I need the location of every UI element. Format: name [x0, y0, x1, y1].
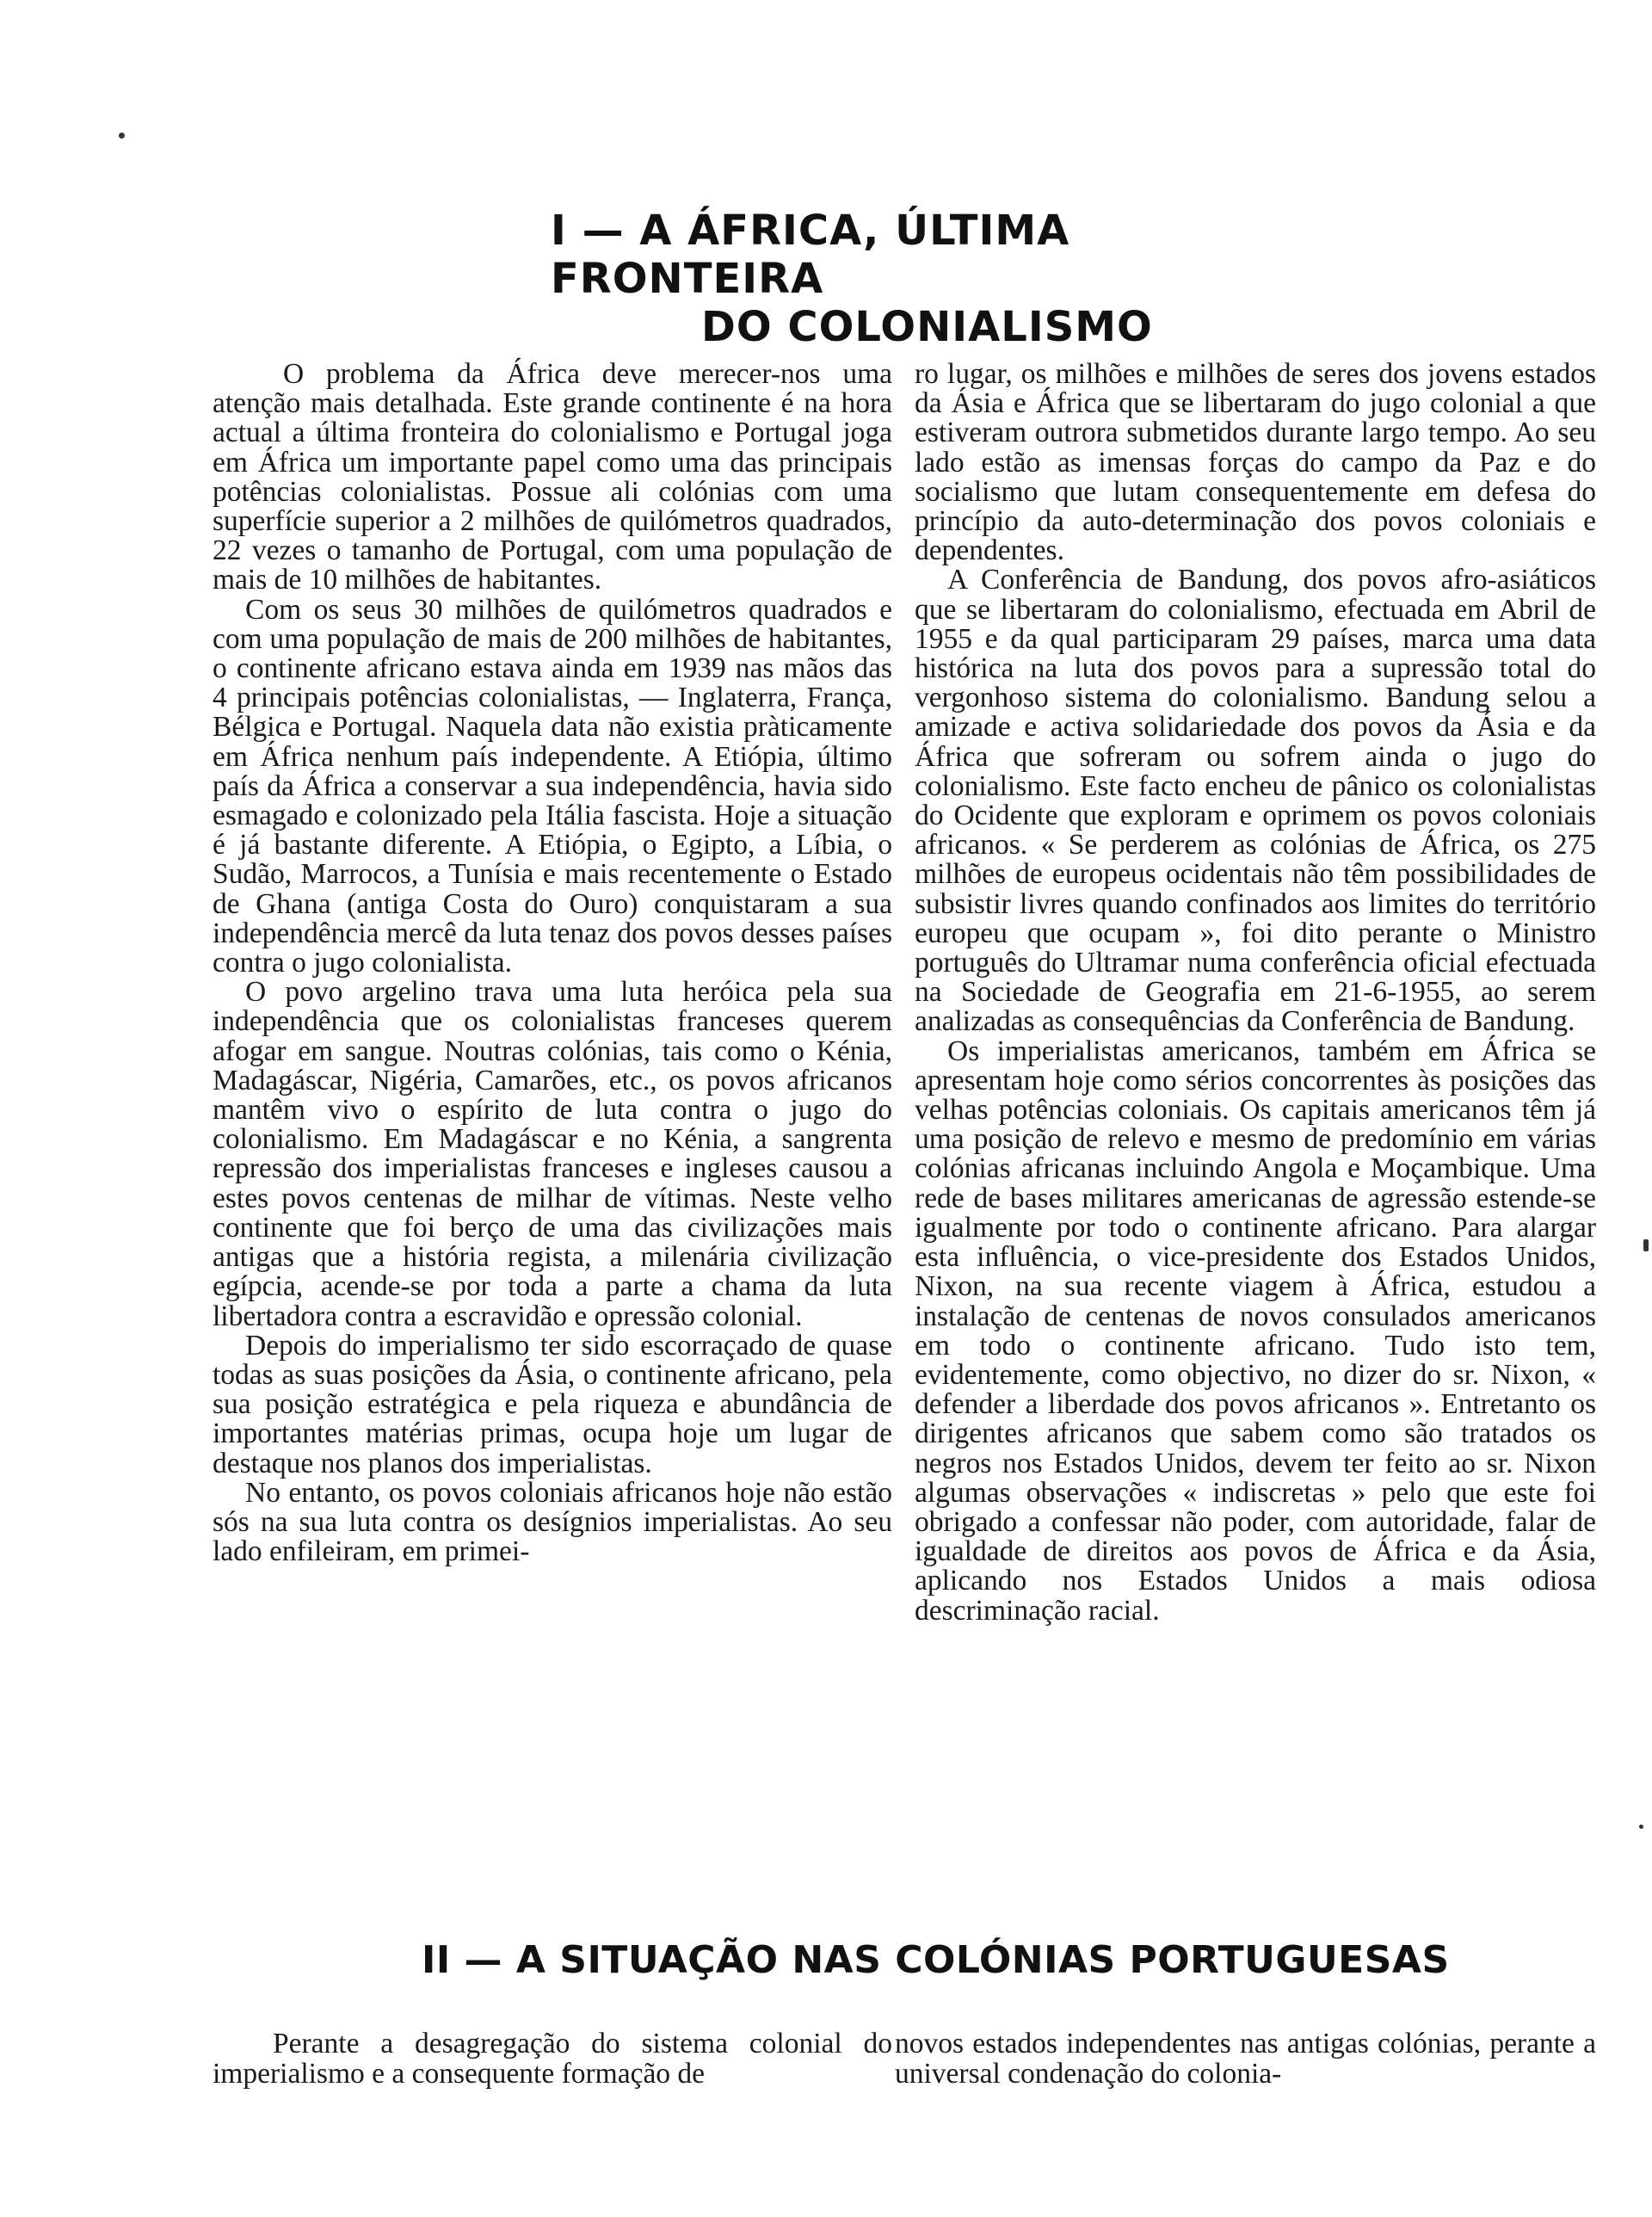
scan-speck [119, 133, 125, 139]
section-2-right-column [895, 2029, 1596, 2089]
paragraph: Depois do imperialismo ter sido escorraçado de quase todas as suas posições da Ásia, o continente africano, pela sua posição estratégica e pela riqueza e abundância de importantes matérias primas, ocupa hoje um lugar de destaque nos planos dos imperialistas. [213, 1329, 892, 1479]
paragraph: O povo argelino trava uma luta heróica pela sua independência que os colonialistas franceses querem afogar em sangue. Noutras colónias, tais como o Kénia, Madagáscar, Nigéria, Camarões, etc., os povos africanos mantêm vivo o espírito de luta contra o jugo do colonialismo. Em Madagáscar e no Kénia, a sangrenta repressão dos imperialistas franceses e ingleses causou a estes povos centenas de milhar de vítimas. Neste velho continente que foi berço de uma das civilizações mais antigas que a história regista, a milenária civilização egípcia, acende-se por toda a parte a chama da luta libertadora contra a escravidão e opressão colonial. [213, 976, 892, 1332]
section-2-left-column [213, 2029, 892, 2089]
scan-speck [1639, 1825, 1643, 1829]
paragraph: novos estados independentes nas antigas colónias, perante a universal condenação do colonia- [895, 2028, 1596, 2090]
paragraph: O problema da África deve merecer-nos uma atenção mais detalhada. Este grande continente é na hora actual a última fronteira do colonialismo e Portugal joga em África um importante papel como uma das principais potências colonialistas. Possue ali colónias com uma superfície superior a 2 milhões de quilómetros quadrados, 22 vezes o tamanho de Portugal, com uma população de mais de 10 milhões de habitantes. [213, 358, 892, 596]
paragraph: ro lugar, os milhões e milhões de seres dos jovens estados da Ásia e África que se libertaram do jugo colonial a que estiveram outrora submetidos durante largo tempo. Ao seu lado estão as imensas forças do campo da Paz e do socialismo que lutam consequentemente em defesa do princípio da auto-determinação dos povos coloniais e dependentes. [915, 358, 1596, 567]
scan-speck [1643, 1239, 1649, 1251]
paragraph: Os imperialistas americanos, também em África se apresentam hoje como sérios concorrentes às posições das velhas potências coloniais. Os capitais americanos têm já uma posição de relevo e mesmo de predomínio em várias colónias africanas incluindo Angola e Moçambique. Uma rede de bases militares americanas de agressão estende-se igualmente por todo o continente africano. Para alargar esta influência, o vice-presidente dos Estados Unidos, Nixon, na sua recente viagem à África, estudou a instalação de centenas de novos consulados americanos em todo o continente africano. Tudo isto tem, evidentemente, como objectivo, no dizer do sr. Nixon, « defender a liberdade dos povos africanos ». Entretanto os dirigentes africanos que sabem como são tratados os negros nos Estados Unidos, devem ter feito ao sr. Nixon algumas observações « indiscretas » pelo que este foi obrigado a confessar não poder, com autoridade, falar de igualdade de direitos aos povos de África e da Ásia, aplicando nos Estados Unidos a mais odiosa descriminação racial. [915, 1034, 1596, 1627]
section-2-title: II — A SITUAÇÃO NAS COLÓNIAS PORTUGUESAS [422, 1938, 1450, 1982]
paragraph: A Conferência de Bandung, dos povos afro-asiáticos que se libertaram do colonialismo, efectuada em Abril de 1955 e da qual participaram 29 países, marca uma data histórica na luta dos povos para a supressão total do vergonhoso sistema do colonialismo. Bandung selou a amizade e activa solidariedade dos povos da Ásia e da África que sofreram ou sofrem ainda o jugo do colonialismo. Este facto encheu de pânico os colonialistas do Ocidente que exploram e oprimem os povos coloniais africanos. « Se perderem as colónias de África, os 275 milhões de europeus ocidentais não têm possibilidades de subsistir livres quando confinados aos limites do território europeu que ocupam », foi dito perante o Ministro português do Ultramar numa conferência oficial efectuada na Sociedade de Geografia em 21-6-1955, ao serem analizadas as consequências da Conferência de Bandung. [915, 564, 1596, 1038]
section-1-title [551, 207, 1291, 351]
section-1-left-column [213, 360, 892, 1566]
section-1-title-line-2: DO COLONIALISMO [701, 303, 1153, 351]
section-1-right-column [915, 360, 1596, 1626]
paragraph: Perante a desagregação do sistema colonial do imperialismo e a consequente formação de [213, 2028, 892, 2090]
paragraph: No entanto, os povos coloniais africanos hoje não estão sós na sua luta contra os desígnios imperialistas. Ao seu lado enfileiram, em primei- [213, 1476, 892, 1568]
section-1-title-line-1: I — A ÁFRICA, ÚLTIMA FRONTEIRA [551, 207, 1070, 303]
paragraph: Com os seus 30 milhões de quilómetros quadrados e com uma população de mais de 200 milhões de habitantes, o continente africano estava ainda em 1939 nas mãos das 4 principais potências colonialistas, — Inglaterra, França, Bélgica e Portugal. Naquela data não existia pràticamente em África nenhum país independente. A Etiópia, último país da África a conservar a sua independência, havia sido esmagado e colonizado pela Itália fascista. Hoje a situação é já bastante diferente. A Etiópia, o Egipto, a Líbia, o Sudão, Marrocos, a Tunísia e mais recentemente o Estado de Ghana (antiga Costa do Ouro) conquistaram a sua independência mercê da luta tenaz dos povos desses países contra o jugo colonialista. [213, 593, 892, 979]
